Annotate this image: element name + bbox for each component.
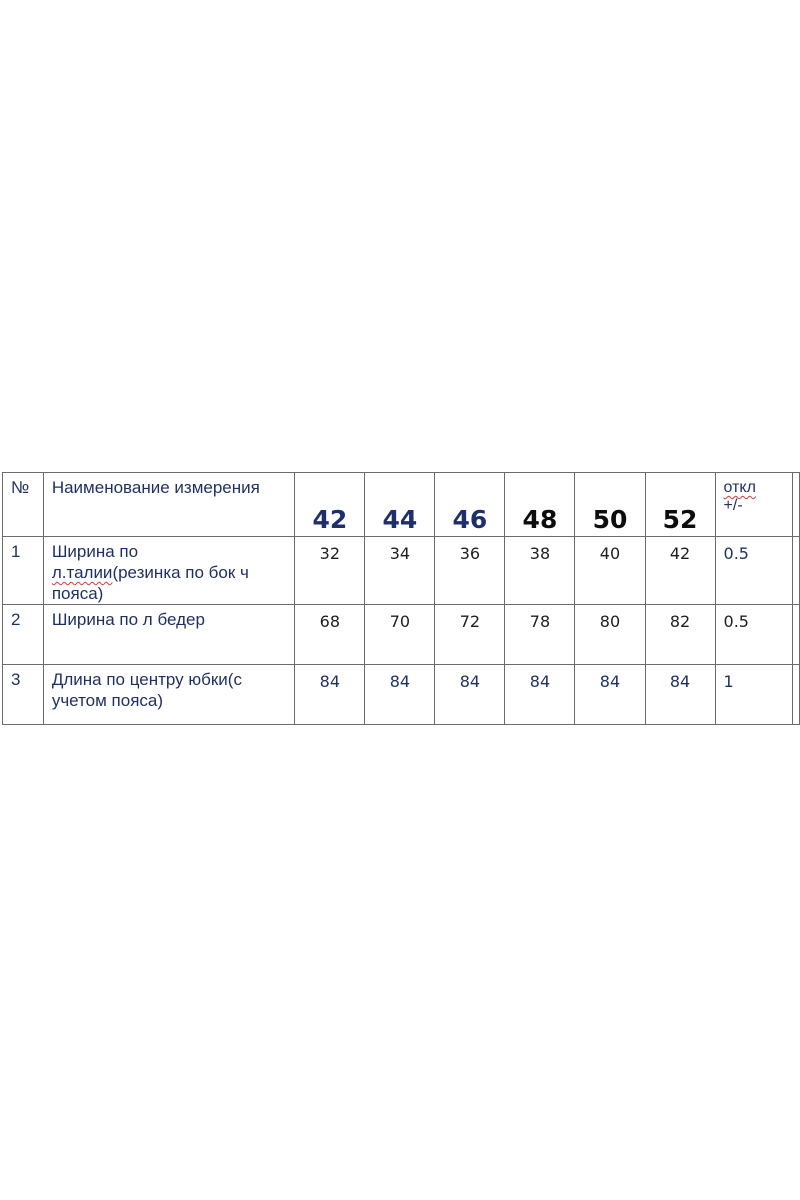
header-name-label: Наименование измерения (51, 478, 260, 497)
row-name-line3: пояса) (51, 584, 104, 603)
row-name-underlined: л.талии (51, 563, 113, 582)
size-chart-table (2, 472, 800, 725)
value-cell-48: 38 (505, 537, 575, 605)
header-size-46: 46 (435, 473, 505, 537)
value-cell-48: 78 (505, 605, 575, 665)
row-number: 1 (3, 537, 44, 605)
table-header-row (3, 473, 800, 537)
value-cell-50: 84 (575, 665, 645, 725)
value-cell-42: 84 (295, 665, 365, 725)
row-name-line1: Длина по центру юбки(с (51, 670, 242, 689)
value-cell-46: 72 (435, 605, 505, 665)
table-edge-cell (793, 473, 800, 537)
header-size-50: 50 (575, 473, 645, 537)
value-cell-44: 84 (365, 665, 435, 725)
row-number: 3 (3, 665, 44, 725)
row-name-line1: Ширина по (51, 542, 139, 561)
table-edge-cell (793, 537, 800, 605)
value-cell-48: 84 (505, 665, 575, 725)
value-cell-44: 34 (365, 537, 435, 605)
value-cell-42: 32 (295, 537, 365, 605)
value-cell-52: 82 (645, 605, 715, 665)
header-size-48: 48 (505, 473, 575, 537)
value-cell-42: 68 (295, 605, 365, 665)
deviation-cell: 0.5 (715, 537, 793, 605)
row-name (43, 605, 295, 665)
table-row (3, 537, 800, 605)
header-size-52: 52 (645, 473, 715, 537)
header-number-label: № (11, 478, 30, 497)
header-deviation-label: откл (723, 479, 756, 496)
table-row (3, 665, 800, 725)
value-cell-50: 80 (575, 605, 645, 665)
table-edge-cell (793, 665, 800, 725)
header-size-42: 42 (295, 473, 365, 537)
value-cell-52: 84 (645, 665, 715, 725)
value-cell-50: 40 (575, 537, 645, 605)
table-edge-cell (793, 605, 800, 665)
row-name (43, 537, 295, 605)
header-deviation-sign: +/- (723, 497, 743, 514)
deviation-cell: 1 (715, 665, 793, 725)
row-name (43, 665, 295, 725)
header-size-44: 44 (365, 473, 435, 537)
value-cell-46: 36 (435, 537, 505, 605)
table-row (3, 605, 800, 665)
deviation-cell: 0.5 (715, 605, 793, 665)
row-name-line1: Ширина по л бедер (51, 610, 205, 629)
value-cell-46: 84 (435, 665, 505, 725)
header-name-cell (43, 473, 295, 537)
row-name-line2: учетом пояса) (51, 691, 164, 710)
value-cell-52: 42 (645, 537, 715, 605)
header-deviation-cell (715, 473, 793, 537)
row-number: 2 (3, 605, 44, 665)
value-cell-44: 70 (365, 605, 435, 665)
header-number-cell (3, 473, 44, 537)
row-name-line2: (резинка по бок ч (112, 563, 249, 582)
